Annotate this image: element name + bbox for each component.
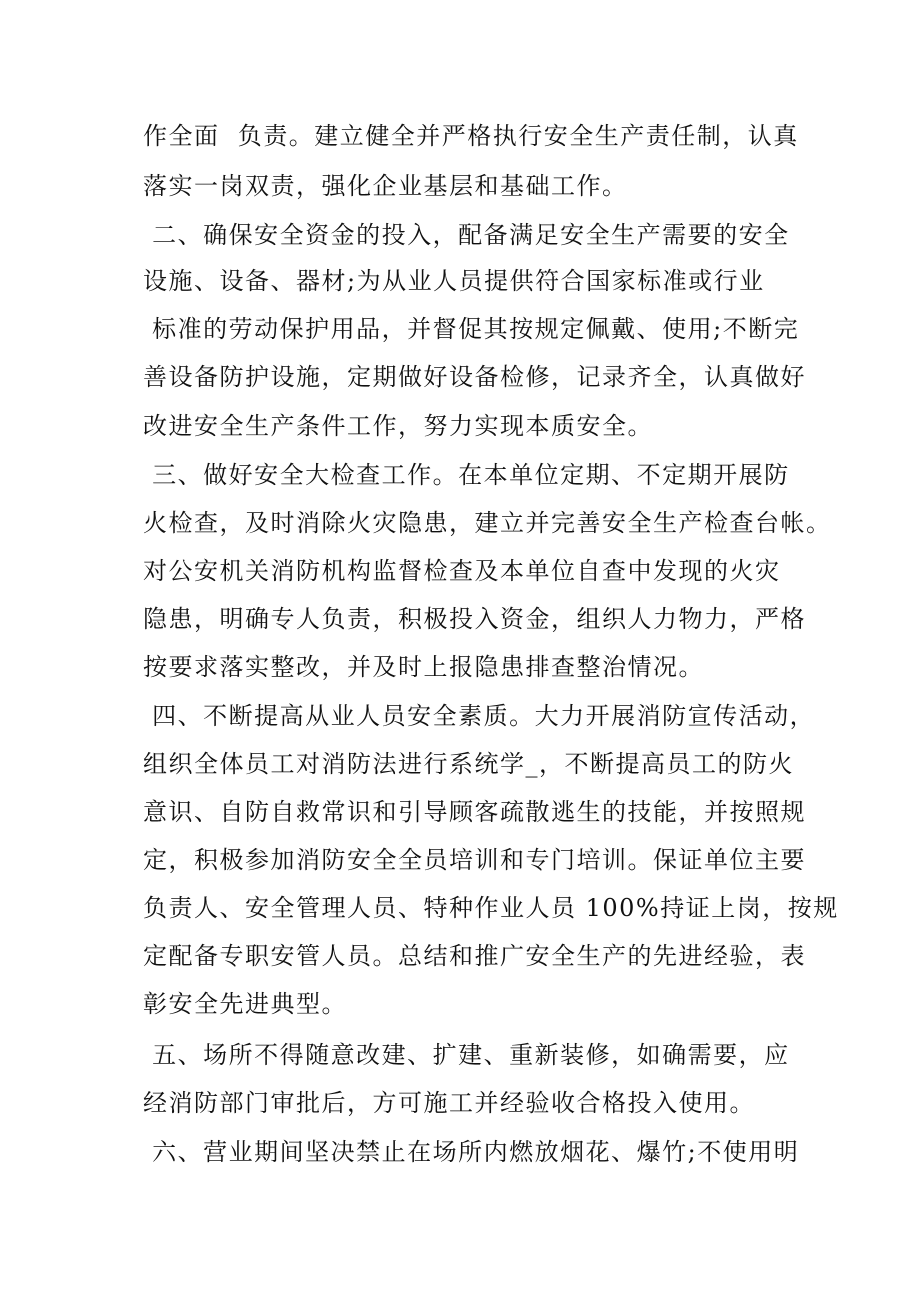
text-line-17: 负责人、安全管理人员、特种作业人员 100%持证上岗，按规: [143, 894, 839, 922]
text-line-20: 五、场所不得随意改建、扩建、重新装修，如确需要，应: [143, 1041, 790, 1069]
text-line-3: 二、确保安全资金的投入，配备满足安全生产需要的安全: [143, 221, 790, 249]
text-line-7: 改进安全生产条件工作，努力实现本质安全。: [143, 412, 653, 440]
text-line-6: 善设备防护设施，定期做好设备检修，记录齐全，认真做好: [143, 363, 806, 391]
text-line-9: 火检查，及时消除火灾隐患，建立并完善安全生产检查台帐。: [143, 509, 832, 537]
text-line-8: 三、做好安全大检查工作。在本单位定期、不定期开展防: [143, 461, 790, 489]
text-line-4: 设施、设备、器材;为从业人员提供符合国家标准或行业: [143, 267, 765, 295]
text-line-13: 四、不断提高从业人员安全素质。大力开展消防宣传活动，: [143, 702, 816, 730]
text-line-11: 隐患，明确专人负责，积极投入资金，组织人力物力，严格: [143, 605, 806, 633]
text-line-14: 组织全体员工对消防法进行系统学_，不断提高员工的防火: [143, 750, 794, 778]
text-line-21: 经消防部门审批后，方可施工并经验收合格投入使用。: [143, 1089, 755, 1117]
text-line-5: 标准的劳动保护用品，并督促其按规定佩戴、使用;不断完: [143, 315, 800, 343]
text-line-2: 落实一岗双责，强化企业基层和基础工作。: [143, 172, 628, 200]
text-line-1: 作全面 负责。建立健全并严格执行安全生产责任制，认真: [143, 122, 799, 150]
text-line-22: 六、营业期间坚决禁止在场所内燃放烟花、爆竹;不使用明: [143, 1138, 800, 1166]
text-line-18: 定配备专职安管人员。总结和推广安全生产的先进经验，表: [143, 942, 806, 970]
text-line-19: 彰安全先进典型。: [143, 990, 347, 1018]
text-line-12: 按要求落实整改，并及时上报隐患排查整治情况。: [143, 653, 704, 681]
text-line-15: 意识、自防自救常识和引导顾客疏散逃生的技能，并按照规: [143, 798, 806, 826]
text-line-16: 定，积极参加消防安全全员培训和专门培训。保证单位主要: [143, 846, 806, 874]
text-line-10: 对公安机关消防机构监督检查及本单位自查中发现的火灾: [143, 557, 781, 585]
